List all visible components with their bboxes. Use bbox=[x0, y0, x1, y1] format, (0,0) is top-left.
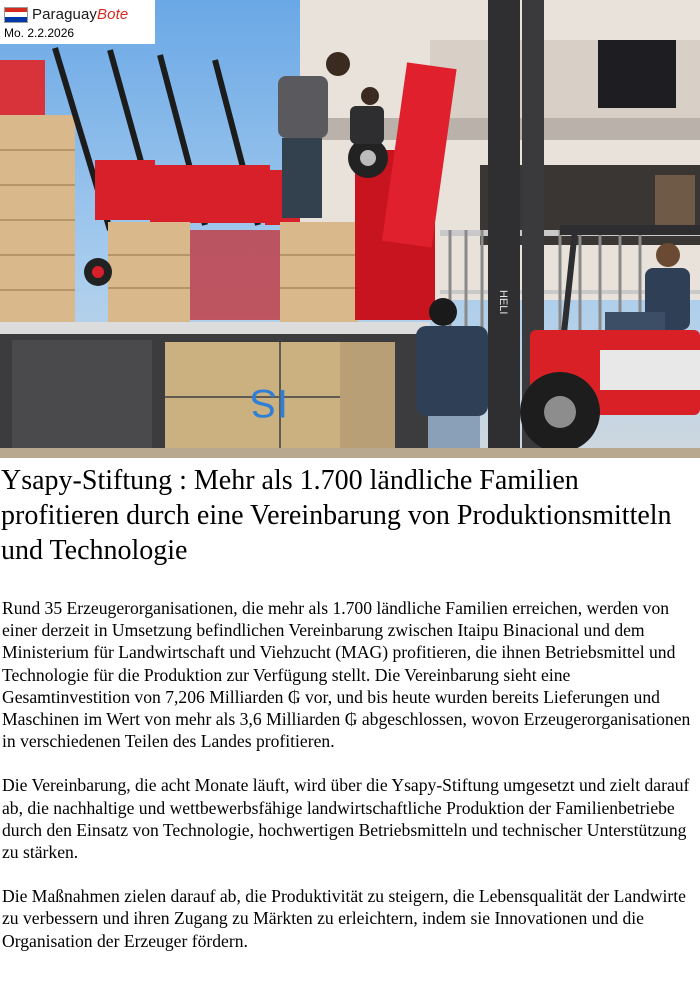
article-paragraph-3: Die Maßnahmen zielen darauf ab, die Produktivität zu steigern, die Lebensqualität der Landwirte zu verbessern und ihren Zugang zu Märkten zu erleichtern, indem sie Innovationen und die Organisation der Erzeuger fördern. bbox=[2, 886, 686, 951]
brand-name bbox=[32, 6, 128, 23]
brand-logo bbox=[4, 6, 128, 23]
brand-name-accent: Bote bbox=[97, 6, 129, 23]
article-body bbox=[2, 597, 696, 974]
publication-date: Mo. 2.2.2026 bbox=[4, 26, 75, 40]
brand-badge bbox=[0, 0, 155, 44]
photo-illustration bbox=[0, 0, 700, 458]
article-photo bbox=[0, 0, 700, 458]
brand-name-main: Paraguay bbox=[32, 6, 98, 23]
article-paragraph-2: Die Vereinbarung, die acht Monate läuft, wird über die Ysapy-Stiftung umgesetzt und zielt darauf ab, die nachhaltige und wettbewerbsfähige landwirtschaftliche Produktion der Familienbetriebe durch den Einsatz von Technologie, hochwertigen Betriebsmitteln und technischer Unterstützung zu stärken. bbox=[2, 775, 690, 863]
forklift-brand: HELI bbox=[497, 290, 509, 315]
article-paragraph-1: Rund 35 Erzeugerorganisationen, die mehr als 1.700 ländliche Familien erreichen, werden von einer derzeit in Umsetzung befindlichen Vereinbarung zwischen Itaipu Binacional und dem Ministerium für Landwirtschaft und Viehzucht (MAG) profitieren, die ihnen Betriebsmittel und Technologie für die Produktion zur Verfügung stellt. Die Vereinbarung sieht eine Gesamtinvestition von 7,206 Milliarden ₲ vor, und bis heute wurden bereits Lieferungen und Maschinen im Wert von mehr als 3,6 Milliarden ₲ abgeschlossen, wovon Erzeugerorganisationen in verschiedenen Teilen des Landes profitieren. bbox=[2, 598, 691, 752]
crate-number: IS bbox=[250, 381, 288, 425]
paraguay-flag-icon bbox=[4, 7, 28, 23]
article-title: Ysapy-Stiftung : Mehr als 1.700 ländliche Familien profitieren durch eine Vereinbarung von Produktionsmitteln und Technologie bbox=[1, 465, 672, 566]
